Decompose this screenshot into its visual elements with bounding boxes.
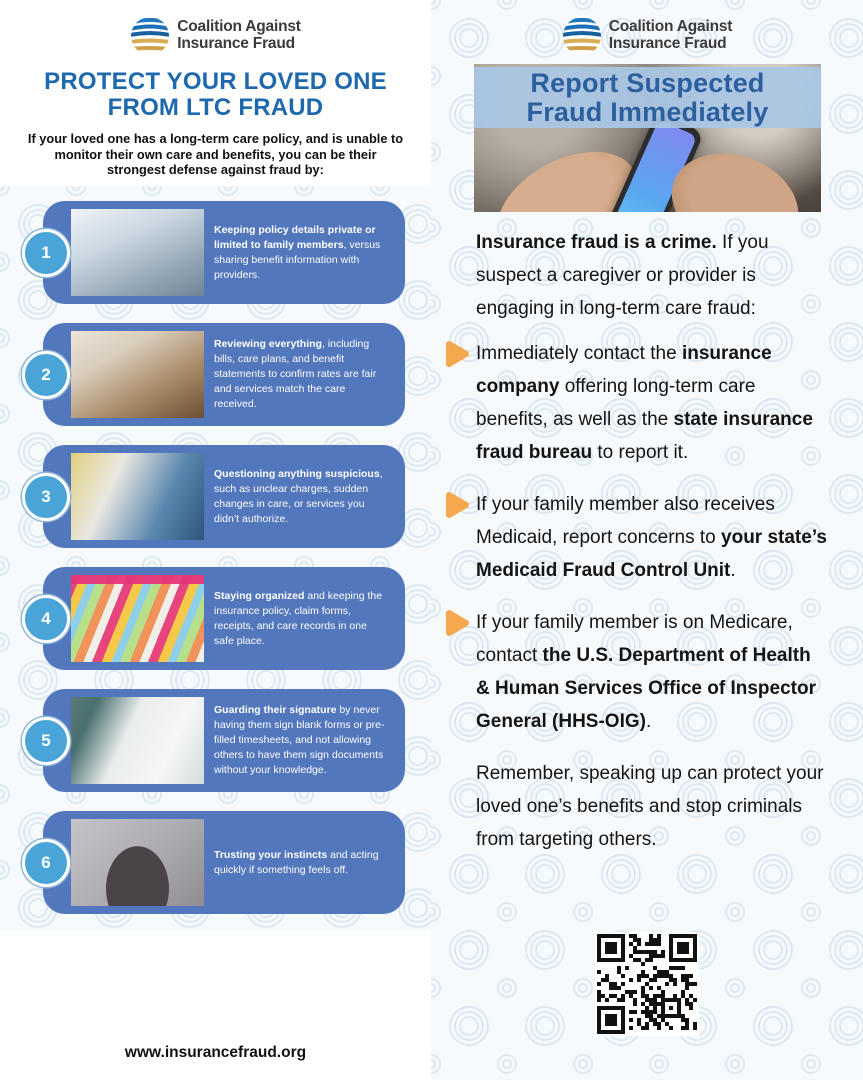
steps-list [0, 186, 431, 931]
step-card-3 [43, 445, 405, 548]
closing-paragraph: Remember, speaking up can protect your loved one’s benefits and stop criminals from targeting others. [476, 763, 824, 850]
right-panel [431, 0, 863, 1080]
step-text: Reviewing everything, including bills, care plans, and benefit statements to confirm rates are fair and services match the care received. [214, 338, 377, 411]
arrow-right-icon [445, 609, 470, 637]
photo-senior-couple-reading-documents [71, 209, 204, 296]
coalition-logo-text: Coalition Against Insurance Fraud [608, 18, 733, 52]
banner-line2: Fraud Immediately [526, 96, 769, 127]
photo-hands-holding-smartphone [474, 64, 821, 212]
step-number-badge: 5 [22, 717, 70, 765]
photo-hand-signing-form [71, 697, 204, 784]
left-panel [0, 0, 431, 1080]
globe-stripes-icon [130, 16, 170, 56]
report-step-2 [476, 488, 828, 587]
photo-reviewing-bills-at-desk [71, 331, 204, 418]
step-card-4 [43, 567, 405, 670]
step-number-badge: 3 [22, 473, 70, 521]
coalition-logo [0, 0, 431, 56]
step-card-1 [43, 201, 405, 304]
step-number-badge: 6 [22, 839, 70, 887]
report-step-text: Immediately contact the insurance company offering long-term care benefits, as well as the state insurance fraud bureau to report it. [476, 343, 813, 463]
step-number-badge: 4 [22, 595, 70, 643]
page-title-line2: FROM LTC FRAUD [107, 93, 324, 121]
step-number-badge: 2 [22, 351, 70, 399]
report-step-3 [476, 606, 828, 738]
step-text: Guarding their signature by never having them sign blank forms or pre-filled timesheets, and not allowing others to have them sign documents without your knowledge. [214, 704, 385, 777]
report-steps-list [431, 337, 863, 738]
step-card-6 [43, 811, 405, 914]
globe-stripes-icon [562, 16, 602, 56]
step-card-2 [43, 323, 405, 426]
step-number-badge: 1 [22, 229, 70, 277]
page-title-line1: PROTECT YOUR LOVED ONE [44, 68, 387, 95]
fraud-crime-paragraph: Insurance fraud is a crime. If you suspect a caregiver or provider is engaging in long-term care fraud: [476, 232, 769, 319]
step-text: Keeping policy details private or limited to family members, versus sharing benefit information with providers. [214, 223, 381, 281]
photo-puzzled-woman [71, 819, 204, 906]
coalition-logo-text: Coalition Against Insurance Fraud [177, 18, 301, 52]
step-text: Trusting your instincts and acting quickly if something feels off. [214, 848, 379, 876]
report-step-text: If your family member is on Medicare, contact the U.S. Department of Health & Human Services Office of Inspector General (HHS-OIG). [476, 612, 816, 732]
banner-line1: Report Suspected [530, 68, 765, 99]
page-title [10, 69, 421, 121]
report-step-text: If your family member also receives Medicaid, report concerns to your state’s Medicaid Fraud Control Unit. [476, 494, 827, 581]
report-banner [474, 67, 821, 128]
arrow-right-icon [445, 491, 470, 519]
step-card-5 [43, 689, 405, 792]
website-url[interactable]: www.insurancefraud.org [124, 1044, 307, 1061]
photo-colorful-file-folders [71, 575, 204, 662]
report-step-1 [476, 337, 828, 469]
photo-doctor-talking-with-senior [71, 453, 204, 540]
qr-code [595, 932, 699, 1036]
step-text: Questioning anything suspicious, such as unclear charges, sudden changes in care, or services you didn’t authorize. [214, 467, 383, 525]
intro-text: If your loved one has a long-term care policy, and is unable to monitor their own care and benefits, you can be their strongest defense against fraud by: [27, 130, 404, 178]
arrow-right-icon [445, 340, 470, 368]
coalition-logo [431, 0, 863, 56]
step-text: Staying organized and keeping the insurance policy, claim forms, receipts, and care records in one safe place. [214, 589, 383, 647]
